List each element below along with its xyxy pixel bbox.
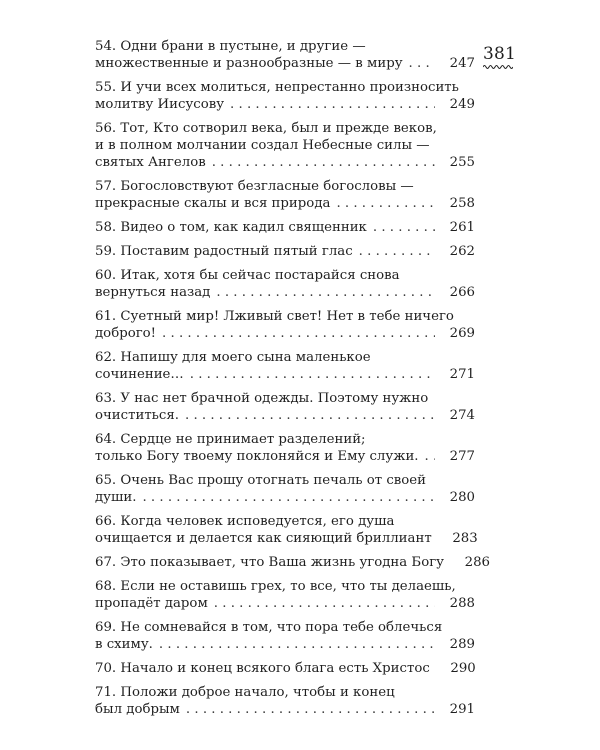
dot-leader [212,154,435,171]
page-number [483,44,516,64]
toc-entry-last-line [95,595,475,612]
toc-entry-title-line: 69. Не сомневайся в том, что пора тебе облечься [95,620,443,635]
toc-entry-title-line: был добрым [95,702,180,717]
dot-leader [186,701,435,718]
toc-entry-title-line: и в полном молчании создал Небесные силы — [95,138,430,153]
toc-entry-title-line: 70. Начало и конец всякого блага есть Христос [95,661,430,676]
toc-entry-title-line: 71. Положи доброе начало, чтобы и конец [95,685,395,700]
toc-entry [95,554,491,571]
toc-entry-title-line: души. [95,490,137,505]
toc-entry [95,431,475,465]
toc-entry [95,120,475,171]
toc-entry-title-line: вернуться назад [95,285,211,300]
toc-entry-page: 247 [449,56,475,71]
toc-entry-last-line [95,489,475,506]
toc-entry-title-line: 67. Это показывает, что Ваша жизнь угодна Богу [95,555,445,570]
dot-leader [359,243,435,260]
toc-entry-page: 288 [449,596,475,611]
toc-entry-page: 286 [464,555,491,570]
toc-entry-page: 290 [450,661,476,676]
toc-entry-last-line [95,55,475,72]
toc-entry [95,390,475,424]
toc-entry-last-line [95,407,475,424]
dot-leader [230,96,435,113]
toc-entry-last-line [95,554,491,571]
toc-entry-title-line: 57. Богословствуют безгласные богословы — [95,179,414,194]
table-of-contents [95,38,491,725]
toc-entry-last-line [95,219,475,236]
toc-entry-title-line: 63. У нас нет брачной одежды. Поэтому нужно [95,391,429,406]
toc-entry-last-line [95,366,475,383]
toc-entry-last-line [95,660,475,677]
toc-entry-page: 269 [449,326,475,341]
toc-entry [95,267,475,301]
dot-leader [190,366,435,383]
toc-entry-title-line: пропадёт даром [95,596,208,611]
dot-leader [159,636,435,653]
toc-entry-title-line: очищается и делается как сияющий бриллиант [95,531,432,546]
dot-leader [142,489,435,506]
toc-entry-title-line: 68. Если не оставишь грех, то все, что ты делаешь, [95,579,456,594]
toc-entry [95,660,475,677]
toc-entry-page: 277 [449,449,475,464]
dot-leader [425,448,435,465]
toc-entry-title-line: 65. Очень Вас прошу отогнать печаль от своей [95,473,426,488]
toc-entry-title-line: 54. Одни брани в пустыне, и другие — [95,39,366,54]
toc-entry-title-line: 66. Когда человек исповедуется, его душа [95,514,395,529]
toc-entry [95,472,475,506]
toc-entry [95,308,475,342]
toc-entry-page: 271 [449,367,475,382]
toc-entry-page: 274 [449,408,475,423]
toc-entry [95,79,475,113]
dot-leader [336,195,435,212]
toc-entry-title-line: 56. Тот, Кто сотворил века, был и прежде веков, [95,121,437,136]
toc-entry-last-line [95,96,475,113]
toc-entry-page: 283 [452,531,478,546]
toc-entry-last-line [95,636,475,653]
dot-leader [409,55,435,72]
toc-entry-last-line [95,284,475,301]
toc-entry-title-line: 61. Суетный мир! Лживый свет! Нет в тебе ничего [95,309,454,324]
toc-entry [95,684,475,718]
toc-entry-page: 266 [449,285,475,300]
wavy-underline-icon [483,64,513,70]
toc-entry [95,38,475,72]
toc-entry-title-line: 58. Видео о том, как кадил священник [95,220,367,235]
toc-entry [95,578,475,612]
toc-entry-title-line: очиститься. [95,408,179,423]
toc-entry [95,178,475,212]
toc-entry [95,349,475,383]
toc-entry-page: 289 [449,637,475,652]
toc-entry-title-line: сочинение… [95,367,184,382]
toc-entry-title-line: множественные и разнообразные — в миру [95,56,403,71]
page-number-text: 381 [483,44,517,64]
dot-leader [214,595,435,612]
toc-entry-last-line [95,195,475,212]
toc-entry-title-line: 62. Напишу для моего сына маленькое [95,350,371,365]
toc-entry-last-line [95,325,475,342]
toc-entry-title-line: молитву Иисусову [95,97,225,112]
toc-entry [95,243,475,260]
toc-entry-title-line: 60. Итак, хотя бы сейчас постарайся снова [95,268,400,283]
toc-entry-last-line [95,530,478,547]
toc-entry-title-line: 64. Сердце не принимает разделений; [95,432,366,447]
toc-entry [95,513,478,547]
dot-leader [373,219,435,236]
toc-entry-title-line: в схиму. [95,637,153,652]
toc-entry-title-line: только Богу твоему поклоняйся и Ему служи. [95,449,419,464]
toc-entry-last-line [95,701,475,718]
toc-entry-title-line: 59. Поставим радостный пятый глас [95,244,353,259]
toc-entry-title-line: 55. И учи всех молиться, непрестанно произносить [95,80,459,95]
toc-entry [95,619,475,653]
toc-entry-page: 255 [449,155,475,170]
toc-entry [95,219,475,236]
toc-entry-page: 249 [449,97,475,112]
toc-entry-page: 280 [449,490,475,505]
toc-entry-title-line: доброго! [95,326,157,341]
toc-entry-title-line: святых Ангелов [95,155,206,170]
dot-leader [216,284,435,301]
toc-entry-page: 262 [449,244,475,259]
toc-entry-page: 261 [449,220,475,235]
toc-entry-page: 291 [449,702,475,717]
toc-entry-title-line: прекрасные скалы и вся природа [95,196,331,211]
toc-entry-last-line [95,154,475,171]
toc-entry-last-line [95,448,475,465]
dot-leader [185,407,435,424]
toc-entry-page: 258 [449,196,475,211]
dot-leader [162,325,435,342]
toc-entry-last-line [95,243,475,260]
